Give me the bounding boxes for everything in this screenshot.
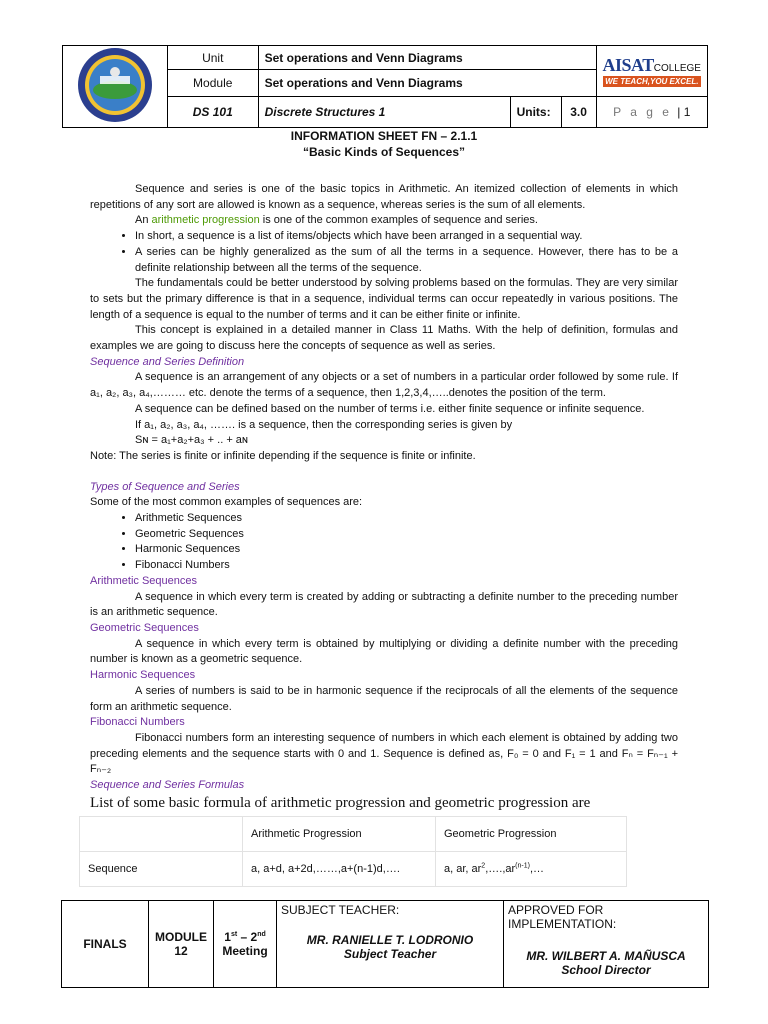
intro-paragraph-1: Sequence and series is one of the basic topics in Arithmetic. An itemized collection of elements in which repetitions of any sort are allowed is known as a sequence, whereas series is the sum of all elements. <box>90 183 678 211</box>
table-row <box>80 852 627 887</box>
units-value: 3.0 <box>561 96 596 127</box>
meeting-start-sup: st <box>230 931 238 938</box>
unit-label: Unit <box>167 46 258 70</box>
brand-suffix: COLLEGE <box>653 62 701 74</box>
intro-paragraph-4: This concept is explained in a detailed manner in Class 11 Maths. With the help of definition, formulas and examples we are going to discuss here the concepts of sequence as well as series. <box>90 324 678 353</box>
harmonic-text: A series of numbers is said to be in harmonic sequence if the reciprocals of all the elements of the sequence form an arithmetic sequence. <box>90 684 678 713</box>
harmonic-heading: Harmonic Sequences <box>90 669 196 682</box>
geometric-text: A sequence in which every term is obtained by multiplying or dividing a definite number with the preceding number is known as a geometric sequence. <box>90 637 678 666</box>
brand-logo <box>603 55 701 76</box>
list-item: • Geometric Sequences <box>135 527 678 543</box>
brand-cell <box>596 46 707 97</box>
list-item <box>135 229 678 245</box>
geometric-heading: Geometric Sequences <box>90 621 199 634</box>
course-title: Discrete Structures 1 <box>258 96 510 127</box>
teacher-cell <box>277 901 504 988</box>
table-header-geometric: Geometric Progression <box>436 817 627 852</box>
module-cell <box>149 901 214 988</box>
meeting-start: 1 <box>224 930 231 944</box>
table-header-empty <box>80 817 243 852</box>
bullet-text: • In short, a sequence is a list of items/objects which have been arranged in a sequential way. <box>135 230 583 243</box>
arithmetic-progression-link[interactable]: arithmetic progression <box>151 214 260 227</box>
intro-p2-after: is one of the common examples of sequence and series. <box>259 214 538 227</box>
course-code: DS 101 <box>167 96 258 127</box>
logo-cell <box>63 46 168 128</box>
types-heading: Types of Sequence and Series <box>90 480 240 493</box>
definition-paragraph-3: If a₁, a₂, a₃, a₄, ……. is a sequence, then the corresponding series is given by <box>135 418 513 431</box>
table-cell-arithmetic: a, a+d, a+2d,……,a+(n-1)d,…. <box>243 852 436 887</box>
list-item: • Arithmetic Sequences <box>135 511 678 527</box>
table-header-arithmetic: Arithmetic Progression <box>243 817 436 852</box>
series-formula: Sɴ = a₁+a₂+a₃ + .. + aɴ <box>135 434 248 447</box>
geo-mid: ,….,ar <box>485 863 516 875</box>
fibonacci-text: Fibonacci numbers form an interesting sequence of numbers in which each element is obtained by adding two preceding elements and the sequence starts with 0 and 1. Sequence is defined as, F₀ = 0 and F₁ = 1 and Fₙ = Fₙ₋₁ + Fₙ₋₂ <box>90 731 678 776</box>
meeting-end-sup: nd <box>257 931 266 938</box>
geo-end: ,… <box>529 863 544 875</box>
meeting-word: Meeting <box>222 944 268 958</box>
teacher-role: Subject Teacher <box>343 947 437 961</box>
page-number: 1 <box>683 104 691 119</box>
arithmetic-heading: Arithmetic Sequences <box>90 574 197 587</box>
meeting-cell <box>214 901 277 988</box>
sheet-title: INFORMATION SHEET FN – 2.1.1 <box>290 129 478 143</box>
header-table <box>62 45 708 128</box>
term-cell: FINALS <box>62 901 149 988</box>
school-seal-icon <box>76 46 154 124</box>
definition-heading: Sequence and Series Definition <box>90 355 245 368</box>
footer-table <box>61 900 709 988</box>
unit-value: Set operations and Venn Diagrams <box>258 46 596 70</box>
units-label: Units: <box>510 96 561 127</box>
meeting-end: – 2 <box>237 930 258 944</box>
geo-base: a, ar, ar <box>444 863 482 875</box>
page-label: P a g e <box>613 104 672 119</box>
intro-paragraph-3: The fundamentals could be better understood by solving problems based on the formulas. They are very similar to sets but the primary difference is that in a sequence, individual terms can occur repeatedly in various positions. The length of a sequence is equal to the number of terms and it can be either finite or infinite. <box>90 277 678 321</box>
definition-paragraph-1: A sequence is an arrangement of any objects or a set of numbers in a particular order followed by some rule. If a₁, a₂, a₃, a₄,……… etc. denote the terms of a sequence, then 1,2,3,4,…..denotes the position of the term. <box>90 371 678 400</box>
brand-tagline: WE TEACH,YOU EXCEL. <box>603 76 701 87</box>
teacher-label: SUBJECT TEACHER: <box>281 903 400 917</box>
table-cell-label: Sequence <box>80 852 243 887</box>
teacher-name: MR. RANIELLE T. LODRONIO <box>306 933 474 947</box>
formulas-heading: Sequence and Series Formulas <box>90 779 245 792</box>
bullet-text: • A series can be highly generalized as the sum of all the terms in a sequence. However, there has to be a definite relationship between all the terms of the sequence. <box>135 245 678 274</box>
approver-role: School Director <box>561 963 651 977</box>
list-item: • Harmonic Sequences <box>135 542 678 558</box>
list-item <box>135 245 678 276</box>
types-list <box>90 511 678 574</box>
list-item: • Fibonacci Numbers <box>135 558 678 574</box>
intro-bullet-list <box>90 229 678 276</box>
intro-p2-before: An <box>135 214 152 227</box>
approver-cell <box>504 901 709 988</box>
approver-name: MR. WILBERT A. MAÑUSCA <box>526 949 686 963</box>
types-intro: Some of the most common examples of sequences are: <box>90 496 363 509</box>
module-line-1: MODULE <box>155 930 207 944</box>
module-value: Set operations and Venn Diagrams <box>258 70 596 97</box>
formula-table <box>79 816 627 887</box>
page-indicator: P a g e | 1 <box>596 96 707 127</box>
approver-label: APPROVED FOR IMPLEMENTATION: <box>508 903 617 931</box>
geo-sup-2: (n-1) <box>515 862 530 870</box>
formulas-intro: List of some basic formula of arithmetic progression and geometric progression are <box>90 794 591 811</box>
table-cell-geometric <box>436 852 627 887</box>
fibonacci-heading: Fibonacci Numbers <box>90 716 185 729</box>
arithmetic-text: A sequence in which every term is created by adding or subtracting a definite number to the preceding number is an arithmetic sequence. <box>90 590 678 619</box>
module-label: Module <box>167 70 258 97</box>
sheet-subtitle: “Basic Kinds of Sequences” <box>302 145 466 159</box>
module-line-2: 12 <box>174 944 188 958</box>
document-body <box>90 128 678 813</box>
definition-note: Note: The series is finite or infinite depending if the sequence is finite or infinite. <box>90 449 476 462</box>
brand-name: AISAT <box>602 54 654 75</box>
definition-paragraph-2: A sequence can be defined based on the number of terms i.e. either finite sequence or infinite sequence. <box>135 402 645 415</box>
intro-paragraph-2 <box>90 213 678 229</box>
geo-sup-1: 2 <box>481 862 486 870</box>
